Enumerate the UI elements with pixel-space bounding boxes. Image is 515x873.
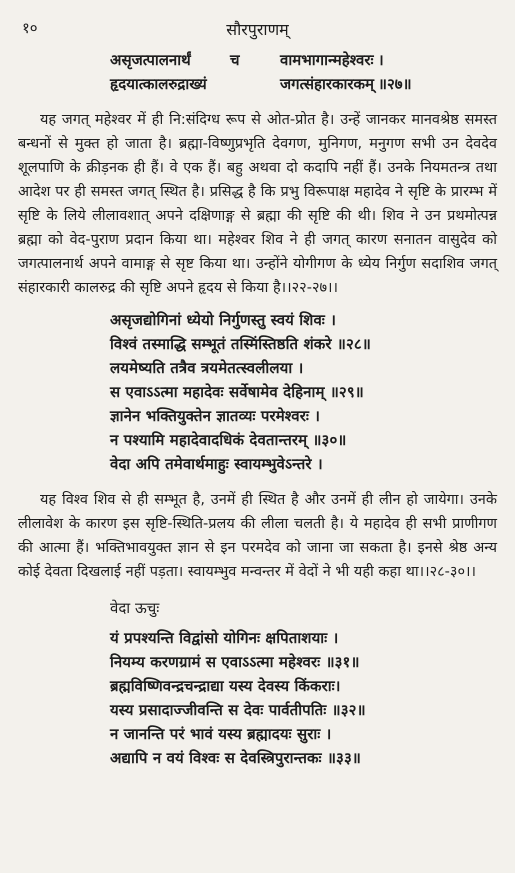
verse-line: [110, 50, 497, 74]
running-header: [18, 18, 497, 42]
verse-line: [110, 310, 497, 334]
verse-text: यस्य प्रसादाज्जीवन्ति स देवः पार्वतीपतिः ॥३२॥: [110, 701, 366, 719]
verse-text: ब्रह्मविष्णिवन्द्रचन्द्राद्या यस्य देवस्य किंकराः।: [110, 677, 341, 695]
verse-text: ज्ञानेन भक्तियुक्तेन ज्ञातव्यः परमेश्वरः ।: [110, 407, 321, 425]
verse-text: असृजद्योगिनां ध्येयो निर्गुणस्तु स्वयं शिवः ।: [110, 311, 337, 329]
verse-line: [110, 430, 497, 454]
verse-line: [110, 700, 497, 724]
verse-line: [110, 406, 497, 430]
verse-line: [110, 74, 497, 98]
verse-word: असृजत्पालनार्थं: [110, 51, 191, 69]
verse-word: वामभागान्महेश्वरः: [280, 51, 374, 69]
page-number: १०: [22, 19, 38, 37]
verse-line: [110, 382, 497, 406]
verse-block-31-33: [18, 628, 497, 772]
verse-word: हृदयात्कालरुद्राख्यं: [110, 75, 207, 93]
verse-text: स एवाऽऽत्मा महादेवः सर्वेषामेव देहिनाम् ॥२९॥: [110, 383, 364, 401]
verse-text: वेदा अपि तमेवार्थमाहुः स्वायम्भुवेऽन्तरे ।: [110, 455, 323, 473]
verse-line: [110, 334, 497, 358]
verse-text: यं प्रपश्यन्ति विद्वांसो योगिनः क्षपिताशयाः ।: [110, 629, 339, 647]
verse-number: ॥२७॥: [378, 75, 412, 93]
commentary-paragraph-1: यह जगत् महेश्वर में ही नि:संदिग्ध रूप से ओत-प्रोत है। उन्हें जानकर मानवश्रेष्ठ समस्त बन्धनों से मुक्त हो जाता है। ब्रह्मा-विष्णुप्रभृति देवगण, मुनिगण, मनुगण सभी उन देवदेव शूलपाणि के क्रीड़नक ही हैं। वे एक हैं। बहु अथवा दो कदापि नहीं हैं। उनके नियमतन्त्र तथा आदेश पर ही समस्त जगत् स्थित है। प्रसिद्ध है कि प्रभु विरूपाक्ष महादेव ने सृष्टि के प्रारम्भ में सृष्टि के लिये लीलावशात् अपने दक्षिणाङ्ग से ब्रह्मा की सृष्टि की थी। शिव ने उन प्रथमोत्पन्न ब्रह्मा को वेद-पुराण प्रदान किया था। महेश्वर शिव ने ही जगत् कारण सनातन वासुदेव को जगत्पालनार्थ अपने वामाङ्ग से सृष्ट किया था। उन्होंने योगीगण के ध्येय निर्गुण सदाशिव जगत् संहारकारी कालरुद्र की सृष्टि अपने हृदय से किया है।।२२-२७।।: [18, 112, 497, 296]
verse-text: अद्यापि न वयं विश्वः स देवस्त्रिपुरान्तकः ॥३३॥: [110, 749, 361, 767]
commentary-paragraph-2: यह विश्व शिव से ही सम्भूत है, उनमें ही स्थित है और उनमें ही लीन हो जायेगा। उनके लीलावेश के कारण इस सृष्टि-स्थिति-प्रलय की लीला चलती है। ये महादेव ही सभी प्राणीगण की आत्मा हैं। भक्तिभावयुक्त ज्ञान से इन परमदेव को जाना जा सकता है। इनसे श्रेष्ठ अन्य कोई देवता दिखलाई नहीं पड़ता। स्वायम्भुव मन्वन्तर में वेदों ने भी यही कहा था।।२८-३०।।: [18, 492, 497, 580]
verse-line: [110, 628, 497, 652]
verse-number: ।: [378, 51, 384, 69]
verse-word: जगत्संहारकारकम्: [280, 75, 375, 93]
verse-text: नियम्य करणग्रामं स एवाऽऽत्मा महेश्वरः ॥३१॥: [110, 653, 360, 671]
verse-line: [110, 358, 497, 382]
verse-line: [110, 454, 497, 478]
section-heading: वेदा ऊचुः: [110, 599, 160, 617]
verse-block-27: [18, 50, 497, 98]
verse-block-28-30: [18, 310, 497, 478]
verse-text: विश्वं तस्माद्धि सम्भूतं तस्मिंस्तिष्ठति शंकरे ॥२८॥: [110, 335, 371, 353]
verse-line: [110, 652, 497, 676]
verse-line: [110, 748, 497, 772]
verse-line: [110, 676, 497, 700]
verse-word: च: [230, 51, 240, 69]
book-title: सौरपुराणम्: [226, 20, 289, 39]
verse-line: [110, 724, 497, 748]
verse-text: न जानन्ति परं भावं यस्य ब्रह्मादयः सुराः ।: [110, 725, 332, 743]
verse-text: न पश्यामि महादेवादधिकं देवतान्तरम् ॥३०॥: [110, 431, 347, 449]
verse-text: लयमेष्यति तत्रैव त्रयमेतत्स्वलीलया ।: [110, 359, 304, 377]
